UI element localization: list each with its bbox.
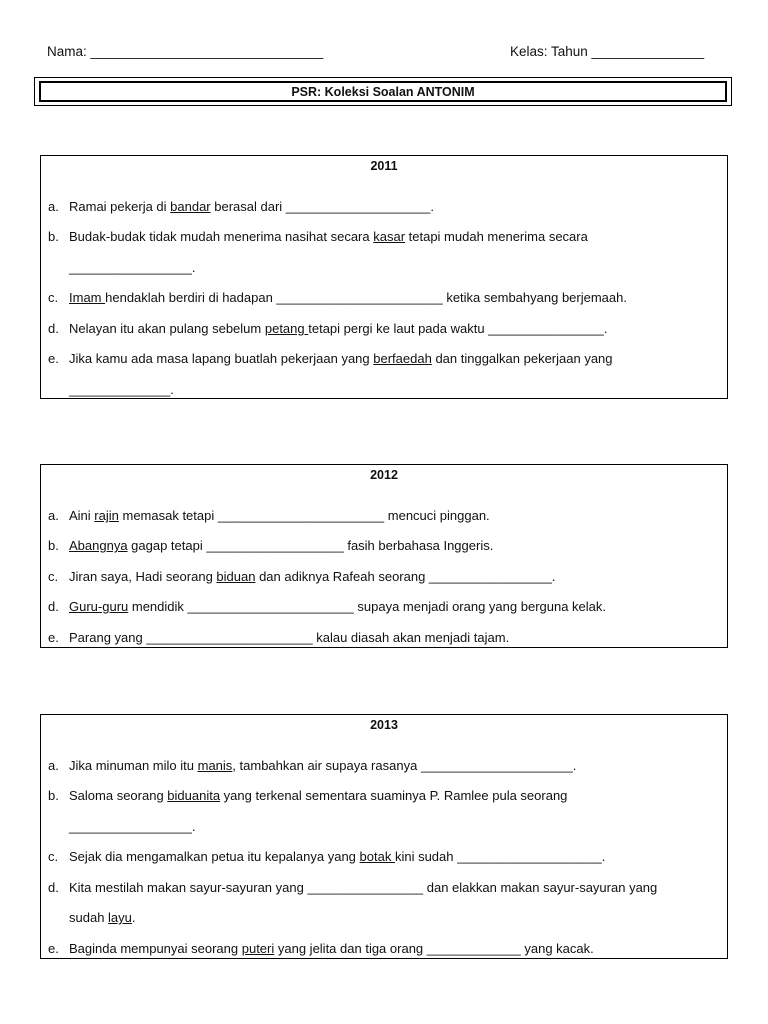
question-letter: d. (48, 599, 59, 614)
question-letter: a. (48, 508, 59, 523)
question-text: Baginda mempunyai seorang puteri yang jelita dan tiga orang _____________ yang kacak. (69, 941, 594, 956)
question-continuation (41, 259, 727, 277)
question-continuation (41, 909, 727, 927)
target-word: manis (197, 758, 233, 773)
question-letter: c. (48, 290, 59, 305)
target-word: biduanita (167, 788, 221, 803)
target-word: rajin (94, 508, 119, 523)
question-d (41, 320, 727, 338)
question-text: Ramai pekerja di bandar berasal dari ____________________. (69, 199, 435, 214)
target-word: bandar (170, 199, 211, 214)
question-letter: d. (48, 880, 59, 895)
question-text: Jika kamu ada masa lapang buatlah pekerjaan yang berfaedah dan tinggalkan pekerjaan yang (69, 351, 613, 366)
question-a (41, 757, 727, 775)
section-year: 2012 (370, 468, 398, 482)
question-text: Jiran saya, Hadi seorang biduan dan adiknya Rafeah seorang _________________. (69, 569, 556, 584)
target-word: berfaedah (373, 351, 432, 366)
question-text: Aini rajin memasak tetapi _______________________ mencuci pinggan. (69, 508, 490, 523)
title-frame (34, 77, 732, 106)
section-year: 2011 (370, 159, 398, 173)
question-text: _________________. (69, 819, 196, 834)
question-e (41, 350, 727, 368)
question-letter: c. (48, 569, 59, 584)
question-letter: a. (48, 758, 59, 773)
document-title: PSR: Koleksi Soalan ANTONIM (39, 81, 727, 102)
question-letter: b. (48, 788, 59, 803)
question-text: Parang yang _______________________ kalau diasah akan menjadi tajam. (69, 630, 510, 645)
question-a (41, 198, 727, 216)
question-text: ______________. (69, 382, 174, 397)
question-c (41, 848, 727, 866)
question-text: Guru-guru mendidik _______________________ supaya menjadi orang yang berguna kelak. (69, 599, 607, 614)
section-2011 (40, 155, 728, 399)
target-word: biduan (216, 569, 256, 584)
question-text: Abangnya gagap tetapi ___________________ fasih berbahasa Inggeris. (69, 538, 494, 553)
question-text: Budak-budak tidak mudah menerima nasihat secara kasar tetapi mudah menerima secara (69, 229, 588, 244)
question-letter: d. (48, 321, 59, 336)
section-year: 2013 (370, 718, 398, 732)
question-text: Jika minuman milo itu manis, tambahkan air supaya rasanya _____________________. (69, 758, 577, 773)
question-text: Nelayan itu akan pulang sebelum petang tetapi pergi ke laut pada waktu ________________. (69, 321, 608, 336)
question-letter: b. (48, 538, 59, 553)
question-letter: e. (48, 941, 59, 956)
target-word: botak (359, 849, 395, 864)
section-2013 (40, 714, 728, 959)
question-a (41, 507, 727, 525)
question-e (41, 629, 727, 647)
question-continuation (41, 818, 727, 836)
question-text: Sejak dia mengamalkan petua itu kepalanya yang botak kini sudah ____________________. (69, 849, 606, 864)
question-b (41, 537, 727, 555)
class-field-label: Kelas: Tahun _______________ (510, 44, 705, 59)
question-letter: b. (48, 229, 59, 244)
target-word: puteri (241, 941, 275, 956)
question-d (41, 879, 727, 897)
question-text: sudah layu. (69, 910, 136, 925)
question-c (41, 289, 727, 307)
question-letter: e. (48, 351, 59, 366)
question-e (41, 940, 727, 958)
question-text: _________________. (69, 260, 196, 275)
question-text: Kita mestilah makan sayur-sayuran yang ________________ dan elakkan makan sayur-sayuran yang (69, 880, 658, 895)
question-text: Imam hendaklah berdiri di hadapan _______________________ ketika sembahyang berjemaah. (69, 290, 627, 305)
question-continuation (41, 381, 727, 399)
target-word: Guru-guru (69, 599, 129, 614)
question-c (41, 568, 727, 586)
target-word: Abangnya (69, 538, 128, 553)
question-b (41, 787, 727, 805)
question-text: Saloma seorang biduanita yang terkenal sementara suaminya P. Ramlee pula seorang (69, 788, 568, 803)
question-letter: c. (48, 849, 59, 864)
question-b (41, 228, 727, 246)
target-word: kasar (373, 229, 406, 244)
question-d (41, 598, 727, 616)
question-letter: a. (48, 199, 59, 214)
question-letter: e. (48, 630, 59, 645)
target-word: layu (108, 910, 132, 925)
target-word: petang (264, 321, 309, 336)
name-field-label: Nama: _______________________________ (47, 44, 324, 59)
target-word: Imam (69, 290, 106, 305)
section-2012 (40, 464, 728, 648)
